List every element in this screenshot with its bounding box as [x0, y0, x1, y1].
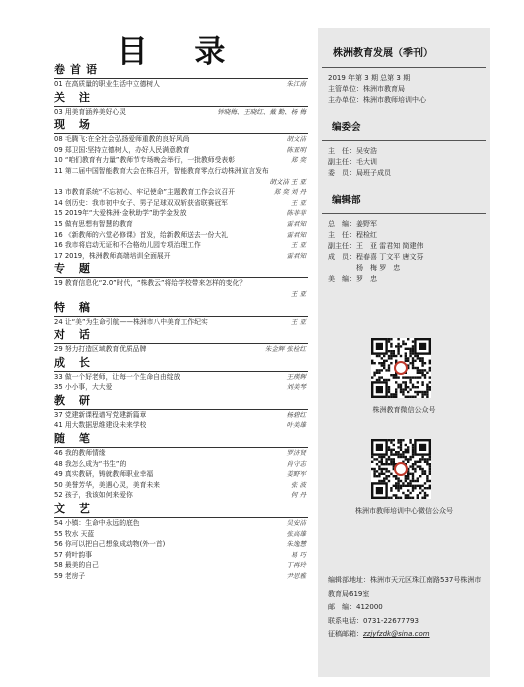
toc-entry[interactable] — [54, 459, 308, 470]
editorial-heading: 编辑部 — [322, 179, 486, 214]
article-title: 第二届中国智能教育大会在株召开，智能教育零点行动株洲宣言发布 — [64, 166, 269, 175]
section-heading: 卷首语 — [54, 62, 308, 79]
section-heading: 教 研 — [54, 393, 308, 410]
toc-entry[interactable] — [54, 490, 308, 501]
toc-entry[interactable] — [54, 79, 308, 90]
article-author: 肖守志 — [286, 459, 306, 468]
toc-entry[interactable] — [54, 344, 308, 355]
article-title: 毛腾飞:在全社会弘扬爱师重教的良好风尚 — [64, 135, 190, 144]
committee-heading: 编委会 — [322, 106, 486, 141]
article-title: 用大数据思维建设未来学校 — [64, 421, 147, 430]
article-title: 让“美”为生命引航——株洲市八中美育工作纪实 — [64, 317, 208, 326]
page-number: 03 — [54, 107, 63, 116]
page-number: 52 — [54, 491, 63, 500]
page-number: 29 — [54, 345, 63, 354]
committee-deputy: 副主任：毛大训 — [328, 158, 377, 166]
page-number: 15 — [54, 209, 63, 218]
article-author: 尹思雅 — [286, 572, 306, 580]
toc-entry[interactable] — [54, 107, 308, 118]
sponsor: 主办单位：株洲市教师培训中心 — [328, 96, 426, 104]
page-number: 01 — [54, 80, 63, 88]
article-title: 《新教师的六堂必修课》首发，给新教师送去一份大礼 — [64, 230, 228, 239]
editorial-director: 主 任：程检红 — [328, 231, 377, 239]
article-title: 2019年“大爱株洲·金秋助学”助学金发放 — [64, 209, 187, 218]
article-title: 我的教师情缘 — [64, 449, 106, 458]
article-author: 朱江南 — [286, 80, 306, 88]
magazine-name: 株洲教育发展（季刊） — [322, 28, 486, 68]
page-number: 15 — [54, 219, 63, 228]
page-number: 55 — [54, 529, 63, 538]
page-number: 10 — [54, 156, 63, 165]
article-title: 牧水 天蓝 — [64, 529, 95, 538]
editorial-list — [318, 214, 490, 285]
toc-entry[interactable] — [54, 410, 308, 421]
section-heading: 成 长 — [54, 355, 308, 372]
article-title: 最美的自己 — [64, 561, 99, 570]
article-author: 张 波 — [290, 480, 306, 489]
article-author: 吴安洁 — [286, 519, 306, 528]
page-number: 54 — [54, 519, 63, 528]
toc-entry[interactable] — [54, 550, 308, 561]
committee-members: 委 员：局班子成员 — [328, 169, 391, 177]
article-author: 王 亚 — [290, 241, 306, 250]
article-author: 雷君知 — [286, 219, 306, 228]
page-number: 19 — [54, 279, 63, 288]
toc-entry[interactable] — [54, 518, 308, 529]
art-editor: 美 编：罗 忠 — [328, 275, 377, 283]
article-title: 用美育涵养美好心灵 — [64, 107, 126, 116]
article-author: 张高雄 — [286, 529, 306, 538]
article-title: 美誉芳华，美遇心灵，美育未来 — [64, 480, 160, 489]
article-author: 雷君知 — [286, 230, 306, 239]
article-author: 叶美雄 — [286, 421, 306, 430]
article-author: 陈亚明 — [286, 145, 306, 154]
qr-code-icon — [371, 439, 431, 499]
toc-entry[interactable] — [54, 134, 308, 145]
toc-entry[interactable] — [54, 480, 308, 491]
toc-entry[interactable] — [54, 382, 308, 393]
toc-entry[interactable] — [54, 448, 308, 459]
article-author: 刘美琴 — [286, 383, 306, 392]
contact-info — [328, 574, 488, 642]
page-number: 17 — [54, 251, 63, 260]
section-heading: 专 题 — [54, 261, 308, 278]
toc-entry[interactable] — [54, 145, 308, 156]
address-value: 株洲市天元区珠江南路537号株洲市教育局619室 — [328, 576, 482, 598]
page-number: 58 — [54, 561, 63, 570]
toc-entry[interactable] — [54, 240, 308, 251]
article-title: 老房子 — [64, 572, 86, 580]
article-author: 朱金辉 张检红 — [264, 345, 306, 354]
toc-entry[interactable] — [54, 187, 308, 198]
page-number: 41 — [54, 421, 63, 430]
issue-info — [318, 68, 490, 106]
editorial-members: 成 员：程春喜 丁文平 唐文芬 — [328, 253, 424, 261]
page-number: 49 — [54, 470, 63, 479]
page-number: 57 — [54, 550, 63, 559]
article-title: “咱们教育有力量”教师节专场晚会举行，一批教师受表彰 — [64, 156, 235, 165]
article-title: 努力打造区域教育优质品牌 — [64, 345, 147, 354]
section-heading: 特 稿 — [54, 300, 308, 317]
article-title: 教育信息化“2.0”时代，“株教云”将给学校带来怎样的变化？ — [64, 279, 247, 288]
article-title: 创历史：我市初中女子、男子足球双双斩获省联赛冠军 — [64, 198, 228, 207]
toc-entry[interactable] — [54, 278, 308, 299]
article-title: 做有思想有智慧的教育 — [64, 219, 133, 228]
qr2-caption: 株洲市教师培训中心微信公众号 — [355, 507, 453, 515]
masthead-panel — [318, 28, 490, 677]
toc-entry[interactable] — [54, 469, 308, 480]
article-author: 胡文洁 — [286, 135, 306, 144]
article-author: 王瑛辉 — [286, 372, 306, 381]
qr-code-icon — [371, 338, 431, 398]
committee-director: 主 任：吴安浩 — [328, 147, 377, 155]
article-author: 易 巧 — [290, 550, 306, 559]
page-number: 56 — [54, 540, 63, 549]
toc-entry[interactable] — [54, 317, 308, 328]
editorial-members-cont: 杨 梅 罗 忠 — [328, 264, 401, 272]
article-author: 王 亚 — [290, 198, 306, 207]
editorial-deputy: 副主任：王 亚 雷君知 简建伟 — [328, 242, 424, 250]
email-label: 征稿邮箱： — [328, 630, 363, 638]
page-number: 08 — [54, 135, 63, 144]
article-title: 党建新课程谱写党建新篇章 — [64, 410, 147, 419]
page-number: 50 — [54, 480, 63, 489]
address-label: 编辑部地址： — [328, 576, 370, 584]
article-author: 丁再玲 — [286, 561, 306, 570]
qr-code-wechat-education — [371, 338, 431, 398]
page-number: 13 — [54, 188, 63, 197]
toc-entry[interactable] — [54, 198, 308, 209]
article-author: 杨碧红 — [286, 410, 306, 419]
toc-entry[interactable] — [54, 372, 308, 383]
article-author: 郑 奕 刘 丹 — [273, 188, 306, 197]
page-number: 14 — [54, 198, 63, 207]
toc-entry[interactable] — [54, 529, 308, 540]
postcode: 邮 编：412000 — [328, 603, 383, 611]
phone: 联系电话：0731-22677793 — [328, 616, 419, 625]
article-title: 你可以把自己想象成动物(外一首) — [64, 540, 166, 549]
article-title: 小镇：生命中永远的底色 — [64, 519, 140, 528]
page-title: 目 录 — [116, 34, 244, 70]
page-number: 48 — [54, 459, 63, 468]
article-author: 陈菲菲 — [286, 209, 306, 218]
qr-code-wechat-training — [371, 439, 431, 499]
article-title: 市教育系统“不忘初心、牢记使命”主题教育工作会议召开 — [64, 188, 235, 197]
article-author: 罗济贤 — [286, 449, 306, 458]
article-title: 做一个好老师，让每一个生命自由绽放 — [64, 372, 181, 381]
article-title: 荷叶韵事 — [64, 550, 93, 559]
page-number: 24 — [54, 317, 63, 326]
toc-entry[interactable] — [54, 539, 308, 550]
section-heading: 随 笔 — [54, 431, 308, 448]
qr1-caption: 株洲教育微信公众号 — [372, 406, 436, 414]
article-author: 王 亚 — [290, 289, 306, 298]
article-author: 胡文洁 王 亚 — [269, 177, 306, 186]
section-heading: 现 场 — [54, 117, 308, 134]
page-number: 37 — [54, 410, 63, 419]
toc-entry[interactable] — [54, 560, 308, 571]
article-title: 真实教研，铸就教师职业幸福 — [64, 470, 154, 479]
toc-entry[interactable] — [54, 219, 308, 230]
article-title: 我怎么成为“书生”的 — [64, 459, 127, 468]
email — [328, 628, 488, 642]
article-title: 郑卫国:坚持立德树人，办好人民满意教育 — [64, 145, 190, 154]
article-author: 王 亚 — [290, 317, 306, 326]
toc-entry[interactable] — [54, 571, 308, 582]
article-title: 在高质量的职业生活中立德树人 — [64, 80, 160, 88]
page-number: 09 — [54, 145, 63, 154]
address — [328, 574, 488, 601]
table-of-contents — [54, 62, 308, 582]
committee-list — [318, 141, 490, 179]
page-number: 16 — [54, 241, 63, 250]
toc-entry[interactable] — [54, 230, 308, 241]
article-author: 姜野军 — [286, 470, 306, 479]
issue-number: 2019 年第 3 期 总第 3 期 — [328, 74, 411, 82]
article-author: 雷君知 — [286, 251, 306, 260]
toc-entry[interactable] — [54, 166, 308, 187]
page-number: 16 — [54, 230, 63, 239]
email-link[interactable]: zzjyfzdk@sina.com — [363, 630, 430, 638]
supervisor: 主管单位：株洲市教育局 — [328, 85, 405, 93]
page-number: 11 — [54, 166, 63, 175]
section-heading: 文 艺 — [54, 501, 308, 518]
page-number: 46 — [54, 449, 63, 458]
page-number: 35 — [54, 383, 63, 392]
toc-entry[interactable] — [54, 208, 308, 219]
toc-entry[interactable] — [54, 251, 308, 262]
page-number: 59 — [54, 572, 63, 580]
article-title: 我市将启动无证和不合格幼儿园专项治理工作 — [64, 241, 201, 250]
article-title: 2019，株洲教师高端培训全面展开 — [64, 251, 171, 260]
toc-entry[interactable] — [54, 155, 308, 166]
page-number: 33 — [54, 372, 63, 381]
article-author: 何 丹 — [290, 491, 306, 500]
article-title: 小小事，大大爱 — [64, 383, 113, 392]
article-author: 钟晓梅、王晓红、戴 勤、杨 梅 — [217, 107, 306, 116]
chief-editor: 总 编：姜野军 — [328, 220, 377, 228]
article-author: 朱逸慧 — [286, 540, 306, 549]
article-author: 郑 奕 — [290, 156, 306, 165]
article-title: 孩子，我该如何来爱你 — [64, 491, 133, 500]
toc-entry[interactable] — [54, 420, 308, 431]
section-heading: 关 注 — [54, 90, 308, 107]
section-heading: 对 话 — [54, 327, 308, 344]
